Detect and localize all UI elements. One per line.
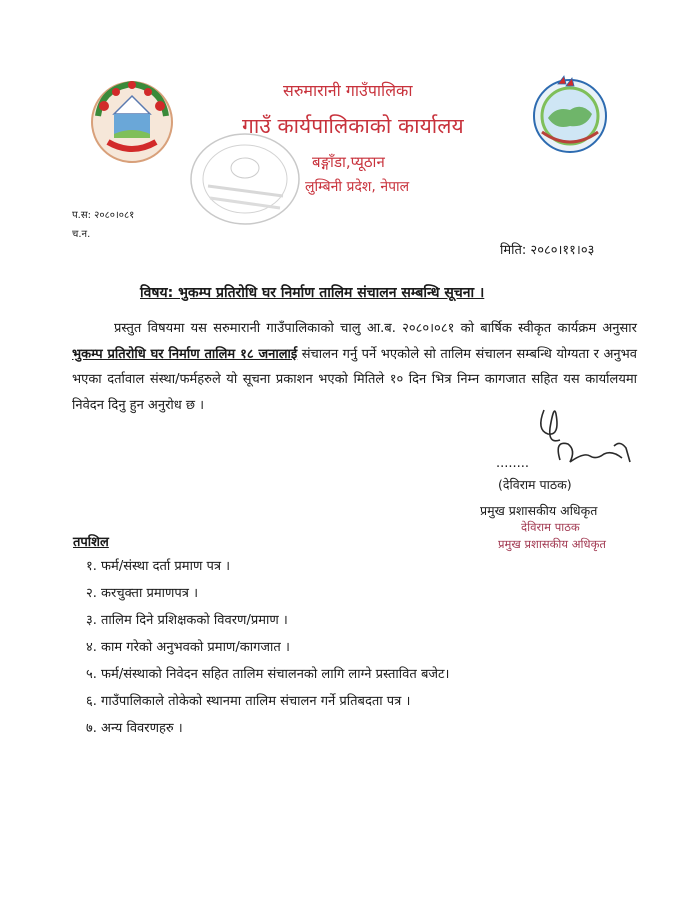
details-list [86, 553, 450, 742]
letter-number: प.स: २०८०।०८१ [72, 210, 135, 221]
dispatch-number: च.न. [72, 229, 91, 240]
details-title: तपशिल [73, 535, 109, 550]
notice-date: मिति: २०८०।११।०३ [500, 243, 595, 258]
office-location: बङ्गाँडा,प्यूठान [312, 153, 385, 171]
municipality-logo-icon [530, 74, 610, 156]
nepal-government-emblem-icon [88, 76, 176, 168]
notice-subject: विषय: भुकम्प प्रतिरोधि घर निर्माण तालिम संचालन सम्बन्धि सूचना । [140, 285, 485, 301]
body-text-part-1: प्रस्तुत विषयमा यस सरुमारानी गाउँपालिकाको चालु आ.ब. २०८०।०८१ को बार्षिक स्वीकृत कार्यक्रम अनुसार [114, 321, 637, 336]
body-emphasis: भुकम्प प्रतिरोधि घर निर्माण तालिम १८ जनालाई [72, 346, 298, 362]
list-item: ३. तालिम दिने प्रशिक्षकको विवरण/प्रमाण । [86, 613, 288, 628]
body-text-part-2: संचालन गर्नु पर्ने भएकोले सो तालिम संचालन सम्बन्धि योग्यता र अनुभव भएका दर्तावाल संस्था/फर्महरुले यो सूचना प्रकाशन भएको मितिले १० दिन भित्र निम्न कागजात सहित यस कार्यालयमा निवेदन दिनु हुन अनुरोध छ । [72, 346, 637, 413]
handwritten-signature [530, 400, 640, 480]
office-seal-icon [188, 130, 303, 228]
list-item: ५. फर्म/संस्थाको निवेदन सहित तालिम संचालनको लागि लाग्ने प्रस्तावित बजेट। [86, 667, 450, 682]
signatory-designation: प्रमुख प्रशासकीय अधिकृत [480, 503, 598, 518]
municipality-name: सरुमारानी गाउँपालिका [283, 81, 413, 100]
list-item: ७. अन्य विवरणहरु । [86, 721, 183, 736]
list-item: २. करचुक्ता प्रमाणपत्र । [86, 586, 199, 601]
list-item: १. फर्म/संस्था दर्ता प्रमाण पत्र । [86, 559, 231, 574]
list-item: ४. काम गरेको अनुभवको प्रमाण/कागजात । [86, 640, 290, 655]
signature-dots: ........ [496, 456, 530, 471]
stamp-designation: प्रमुख प्रशासकीय अधिकृत [498, 537, 606, 551]
office-province: लुम्बिनी प्रदेश, नेपाल [305, 179, 410, 195]
list-item: ६. गाउँपालिकाले तोकेको स्थानमा तालिम संचालन गर्ने प्रतिबदता पत्र । [86, 694, 411, 709]
office-name: गाउँ कार्यपालिकाको कार्यालय [242, 114, 464, 138]
stamp-name: देविराम पाठक [521, 520, 580, 534]
signatory-name: (देविराम पाठक) [498, 477, 572, 492]
